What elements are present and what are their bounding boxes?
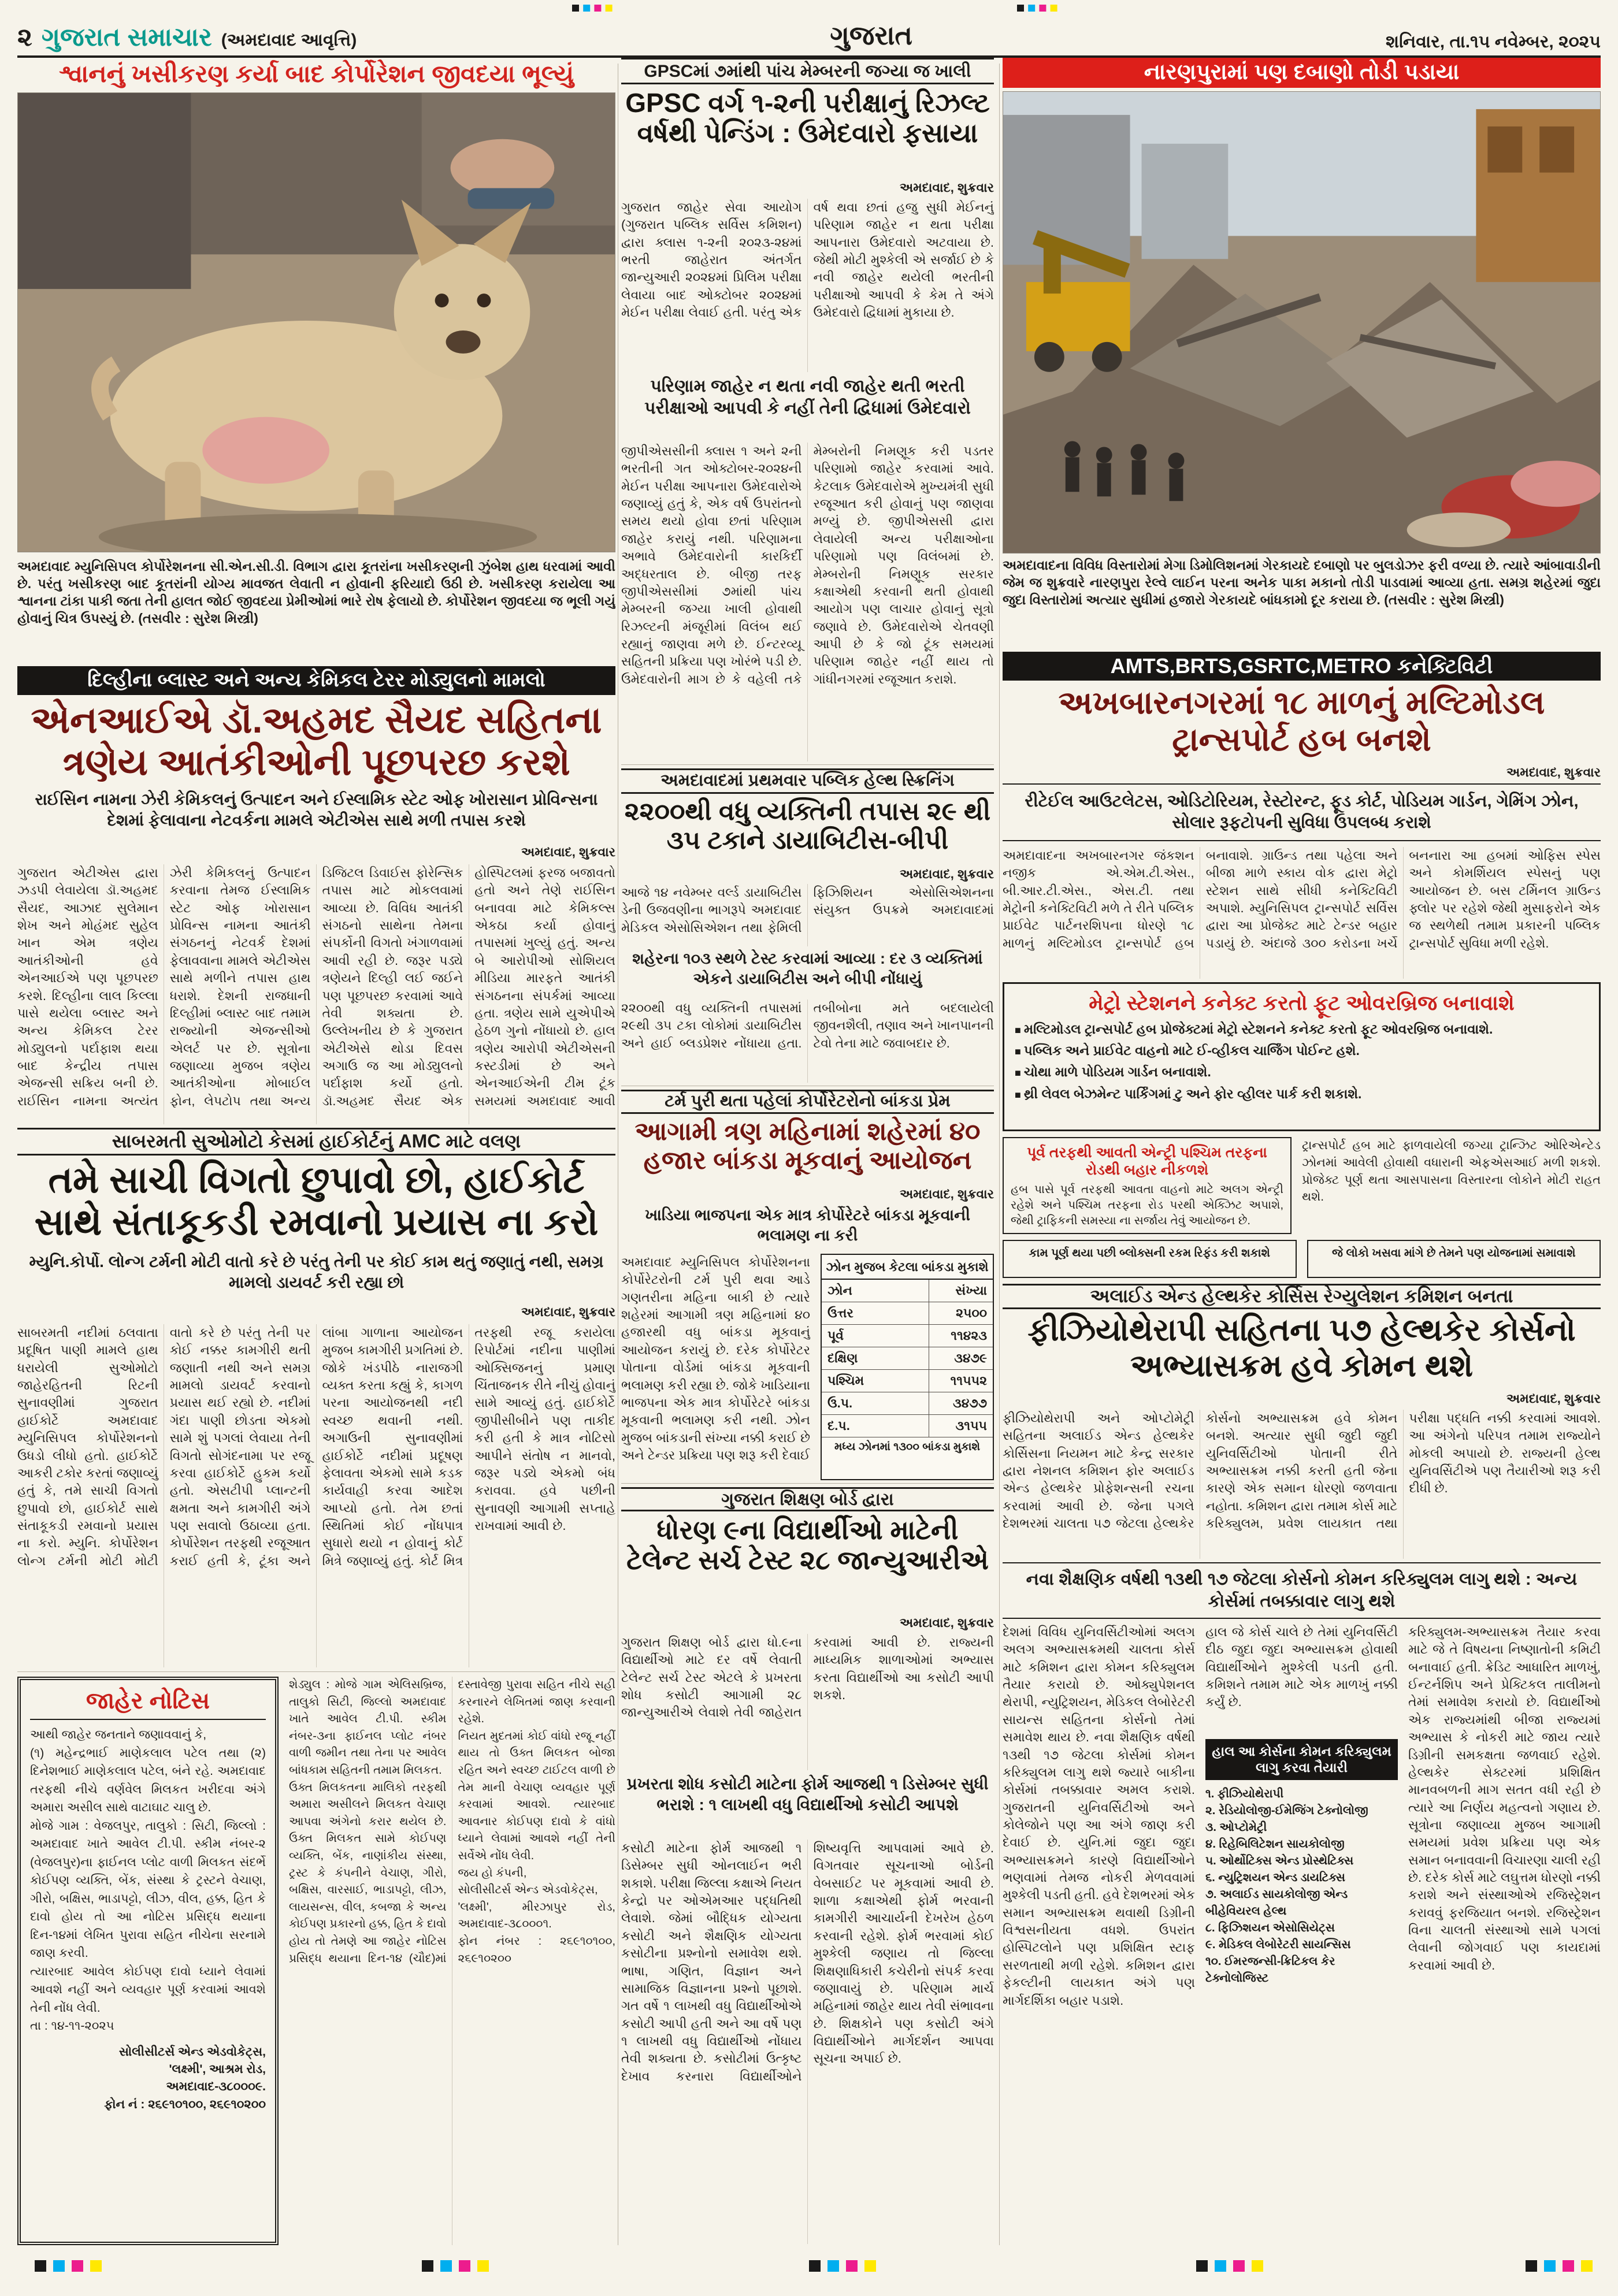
hc-dateline: અમદાવાદ, શુક્રવાર — [521, 1305, 615, 1319]
edu-body-1: ગુજરાત શિક્ષણ બોર્ડ દ્વારા ધો.૯ના વિદ્યાર્થીઓ માટે દર વર્ષે લેવાતી ટેલેન્ટ સર્ચ ટેસ્ટ એટલે કે પ્રખરતા શોધ કસોટી આગામી ૨૮ જાન્યુઆરીએ લેવાશે તેવી જાહેરાત કરવામાં આવી છે. રાજ્યની માધ્યમિક શાળાઓમાં અભ્યાસ કરતા વિદ્યાર્થીઓ આ કસોટી આપી શકશે. — [621, 1635, 994, 1720]
hub-body: અમદાવાદના અખબારનગર જંકશન નજીક એ.એમ.ટી.એસ., બી.આર.ટી.એસ., એસ.ટી. તથા મેટ્રોની કનેક્ટિવિટી મળે તે રીતે પબ્લિક પ્રાઈવેટ પાર્ટનરશિપના ધોરણે ૧૮ માળનું મલ્ટિમોડલ ટ્રાન્સપોર્ટ હબ બનાવાશે. ગ્રાઉન્ડ તથા પહેલા અને બીજા માળે સ્કાય વોક દ્વારા મેટ્રો સ્ટેશન સાથે સીધી કનેક્ટિવિટી અપાશે. મ્યુનિસિપલ ટ્રાન્સપોર્ટ સર્વિસ દ્વારા આ પ્રોજેક્ટ માટે ટેન્ડર બહાર પડાયું છે. અંદાજે ૩૦૦ કરોડના ખર્ચે બનનારા આ હબમાં ઓફિસ સ્પેસ અને કોમર્શિયલ સ્પેસનું પણ આયોજન છે. બસ ટર્મિનલ ગ્રાઉન્ડ ફ્લોર પર રહેશે જેથી મુસાફરોને એક જ સ્થળેથી તમામ પ્રકારની પબ્લિક ટ્રાન્સપોર્ટ સુવિધા મળી રહેશે. — [1003, 848, 1601, 950]
course-item: ૧. ફીઝિયોથેરાપી — [1205, 1788, 1284, 1801]
health-headline: ૨૨૦૦થી વધુ વ્યક્તિની તપાસ ૨૯ થી ૩૫ ટકાને ડાયાબિટીસ-બીપી — [624, 797, 991, 855]
registration-marks — [1017, 5, 1057, 12]
nia-headline: એનઆઈએ ડૉ.અહમદ સૈયદ સહિતના ત્રણેય આતંકીઓની પૂછપરછ કરશે — [31, 699, 602, 783]
notice-body: આથી જાહેર જનતાને જણાવવાનું કે, (૧) મહેન્દ્રભાઈ માણેકલાલ પટેલ તથા (૨) દિનેશભાઈ માણેકલાલ પટેલ, બંને રહે. અમદાવાદ તરફથી નીચે વર્ણવેલ મિલકત ખરીદવા અંગે અમારા અસીલ સાથે વાટાઘાટ ચાલુ છે. મોજે ગામ : વેજલપુર, તાલુકો : સિટી, જિલ્લો : અમદાવાદ ખાતે આવેલ ટી.પી. સ્કીમ નંબર-૨ (વેજલપુર)ના ફાઈનલ પ્લોટ વાળી મિલકત સંદર્ભે કોઈપણ વ્યક્તિ, બેંક, સંસ્થા કે ટ્રસ્ટને વેચાણ, ગીરો, બક્ષિસ, ભાડાપટ્ટો, લીઝ, વીલ, હક્ક, હિત કે દાવો હોય તો આ નોટિસ પ્રસિદ્ધ થયાના દિન-૧૪માં લેખિત પુરાવા સહિત નીચેના સરનામે જાણ કરવી. ત્યારબાદ આવેલ કોઈપણ દાવો ધ્યાને લેવામાં આવશે નહીં અને વ્યવહાર પૂર્ણ કરવામાં આવશે તેની નોંધ લેવી. તા : ૧૪-૧૧-૨૦૨૫ — [30, 1728, 266, 2033]
demolition-photo — [1003, 91, 1601, 553]
dog-headline: શ્વાનનું ખસીકરણ કર્યા બાદ કોર્પોરેશન જીવદયા ભૂલ્યું — [58, 60, 574, 87]
course-item: ૧૦. ઈમરજન્સી-ક્રિટિકલ કેર ટેક્નોલોજિસ્ટ — [1205, 1955, 1335, 1985]
demolition-photo-art — [1003, 92, 1600, 553]
courses-right-body: કરિક્યુલમ-અભ્યાસક્રમ તૈયાર કરવા માટે જે તે વિષયના નિષ્ણાતોની કમિટી બનાવાઈ હતી. ક્રેડિટ આધારિત માળખું, ઈન્ટર્નશિપ અને પ્રેક્ટિકલ તાલીમનો તેમાં સમાવેશ કરાયો છે. વિદ્યાર્થીઓ એક રાજ્યમાંથી બીજા રાજ્યમાં અભ્યાસ કે નોકરી માટે જાય ત્યારે ડિગ્રીની સમકક્ષતા જળવાઈ રહેશે. હેલ્થકેર સેક્ટરમાં પ્રશિક્ષિત માનવબળની માગ સતત વધી રહી છે ત્યારે આ નિર્ણય મહત્વનો ગણાય છે. સૂત્રોના જણાવ્યા મુજબ આગામી સમયમાં પ્રવેશ પ્રક્રિયા પણ એક સમાન બનાવવાની વિચારણા ચાલી રહી છે. દરેક કોર્સ માટે લઘુત્તમ ધોરણો નક્કી કરાશે અને સંસ્થાઓએ રજિસ્ટ્રેશન કરાવવું ફરજિયાત બનશે. રજિસ્ટ્રેશન વિના ચાલતી સંસ્થાઓ સામે પગલાં લેવાની જોગવાઈ પણ કાયદામાં કરવામાં આવી છે. — [1408, 1625, 1601, 1972]
registration-marks — [1526, 2260, 1593, 2272]
health-dateline: અમદાવાદ, શુક્રવાર — [899, 867, 994, 881]
dog-photo-art — [18, 93, 615, 552]
hc-body: સાબરમતી નદીમાં ઠલવાતા પ્રદૂષિત પાણી મામલે હાથ ધરાયેલી સુઓમોટો જાહેરહિતની રિટની સુનાવણીમાં ગુજરાત હાઈકોર્ટે અમદાવાદ મ્યુનિસિપલ કોર્પોરેશનનો ઉધડો લીધો હતો. હાઈકોર્ટે આકરી ટકોર કરતાં જણાવ્યું હતું કે, તમે સાચી વિગતો છુપાવો છો, હાઈકોર્ટ સાથે સંતાકૂકડી રમવાનો પ્રયાસ ના કરો. મ્યુનિ. કોર્પોરેશન લોન્ગ ટર્મની મોટી મોટી વાતો કરે છે પરંતુ તેની પર કોઈ નક્કર કામગીરી થતી જણાતી નથી અને સમગ્ર મામલો ડાયવર્ટ કરવાનો પ્રયાસ થઈ રહ્યો છે. નદીમાં ગંદા પાણી છોડતા એકમો સામે શું પગલાં લેવાયા તેની વિગતો સોગંદનામા પર રજૂ કરવા હાઈકોર્ટે હુકમ કર્યો હતો. એસટીપી પ્લાન્ટની ક્ષમતા અને કામગીરી અંગે પણ સવાલો ઉઠાવ્યા હતા. કોર્પોરેશન તરફથી રજૂઆત કરાઈ હતી કે, ટૂંકા અને લાંબા ગાળાના આયોજન મુજબ કામગીરી પ્રગતિમાં છે. જોકે ખંડપીઠે નારાજગી વ્યક્ત કરતા કહ્યું કે, કાગળ પરના આયોજનથી નદી સ્વચ્છ થવાની નથી. અગાઉની સુનાવણીમાં હાઈકોર્ટે નદીમાં પ્રદૂષણ ફેલાવતા એકમો સામે કડક કાર્યવાહી કરવા આદેશ આપ્યો હતો. તેમ છતાં સ્થિતિમાં કોઈ નોંધપાત્ર સુધારો થયો ન હોવાનું કોર્ટ મિત્રે જણાવ્યું હતું. કોર્ટ મિત્ર તરફથી રજૂ કરાયેલા રિપોર્ટમાં નદીના પાણીમાં ઓક્સિજનનું પ્રમાણ ચિંતાજનક રીતે નીચું હોવાનું સામે આવ્યું હતું. હાઈકોર્ટે જીપીસીબીને પણ તાકીદ કરી હતી કે માત્ર નોટિસો આપીને સંતોષ ન માનવો, જરૂર પડ્યે એકમો બંધ કરાવવા. હવે પછીની સુનાવણી આગામી સપ્તાહે રાખવામાં આવી છે. — [17, 1325, 615, 1568]
registration-marks — [1196, 2260, 1263, 2272]
bench-body: અમદાવાદ મ્યુનિસિપલ કોર્પોરેશનના કોર્પોરેટરોની ટર્મ પુરી થવા આડે ગણતરીના મહિના બાકી છે ત્યારે શહેરમાં આગામી ત્રણ મહિનામાં ૪૦ હજારથી વધુ બાંકડા મૂકવાનું આયોજન કરાયું છે. દરેક કોર્પોરેટર પોતાના વોર્ડમાં બાંકડા મૂકવાની ભલામણ કરી રહ્યા છે. જોકે ખાડિયાના ભાજપના એક માત્ર કોર્પોરેટરે બાંકડા મૂકવાની ભલામણ કરી નથી. ઝોન મુજબ બાંકડાની સંખ્યા નક્કી કરાઈ છે અને ટેન્ડર પ્રક્રિયા પણ શરૂ કરી દેવાઈ — [621, 1255, 810, 1462]
gpsc-body-1: ગુજરાત જાહેર સેવા આયોગ (ગુજરાત પબ્લિક સર્વિસ કમિશન) દ્વારા ક્લાસ ૧-૨ની ૨૦૨૩-૨૪માં ભરતી જાહેરાત અંતર્ગત જાન્યુઆરી ૨૦૨૪માં પ્રિલિમ પરીક્ષા લેવાયા બાદ ઓક્ટોબર ૨૦૨૪માં મેઈન પરીક્ષા લેવાઈ હતી. પરંતુ એક વર્ષ થવા છતાં હજુ સુધી મેઈનનું પરિણામ જાહેર ન થતા પરીક્ષા આપનારા ઉમેદવારો અટવાયા છે. જેથી મોટી મુશ્કેલી એ સર્જાઈ છે કે નવી જાહેર થયેલી ભરતીની પરીક્ષાઓ આપવી કે કેમ તે અંગે ઉમેદવારો દ્વિધામાં મુકાયા છે. — [621, 200, 994, 320]
table-row: ઉત્તર ૨૫૦૦ — [822, 1302, 993, 1325]
table-footnote: મધ્ય ઝોનમાં ૧૩૦૦ બાંકડા મુકાશે — [834, 1441, 981, 1454]
table-row: પૂર્વ ૧૧૪૨૩ — [822, 1325, 993, 1347]
divider — [621, 764, 994, 765]
course-item: ૬. ન્યુટ્રિશયન એન્ડ ડાયટિક્સ — [1205, 1871, 1346, 1885]
notice-continuation: શેડ્યુલ : મોજે ગામ એલિસબ્રિજ, તાલુકો સિટી, જિલ્લો અમદાવાદ ખાતે આવેલ ટી.પી. સ્કીમ નંબર-૩ના ફાઈનલ પ્લોટ નંબર વાળી જમીન તથા તેના પર આવેલ બાંધકામ સહિતની તમામ મિલકત. ઉક્ત મિલકતના માલિકો તરફથી અમારા અસીલને મિલકત વેચાણ આપવા અંગેનો કરાર થયેલ છે. ઉક્ત મિલકત સામે કોઈપણ વ્યક્તિ, બેંક, નાણાંકીય સંસ્થા, ટ્રસ્ટ કે કંપનીને વેચાણ, ગીરો, બક્ષિસ, વારસાઈ, ભાડાપટ્ટો, લીઝ, લાયસન્સ, વીલ, કબજા કે અન્ય કોઈપણ પ્રકારનો હક્ક, હિત કે દાવો હોય તો તેમણે આ જાહેર નોટિસ પ્રસિદ્ધ થયાના દિન-૧૪ (ચૌદ)માં દસ્તાવેજી પુરાવા સહિત નીચે સહી કરનારને લેખિતમાં જાણ કરવાની રહેશે. નિયત મુદતમાં કોઈ વાંધો રજૂ નહીં થાય તો ઉક્ત મિલકત બોજા રહિત અને સ્વચ્છ ટાઈટલ વાળી છે તેમ માની વેચાણ વ્યવહાર પૂર્ણ કરવામાં આવશે. ત્યારબાદ આવનાર કોઈપણ દાવો કે વાંધો ધ્યાને લેવામાં આવશે નહીં તેની સર્વેએ નોંધ લેવી. જય હો કંપની, સોલીસીટર્સ એન્ડ એડવોકેટ્સ, 'લક્ષ્મી', મીરઝાપુર રોડ, અમદાવાદ-૩૮૦૦૦૧. ફોન નંબર : ૨૬૯૧૦૧૦૦, ૨૬૯૧૦૨૦૦ — [289, 1678, 615, 1965]
col-count: સંખ્યા — [955, 1283, 987, 1298]
notice-title: જાહેર નોટિસ — [30, 1688, 266, 1720]
fob-bullet: ■ પબ્લિક અને પ્રાઈવેટ વાહનો માટે ઈ-વ્હીકલ ચાર્જિંગ પોઈન્ટ હશે. — [1015, 1042, 1589, 1060]
course-item: ૮. ફિઝિશયન એસોસિયેટ્સ — [1205, 1922, 1335, 1935]
bench-body-row — [621, 1254, 994, 1480]
nia-banner: દિલ્હીના બ્લાસ્ટ અને અન્ય કેમિકલ ટેરર મોડ્યુલનો મામલો — [17, 666, 615, 695]
hub-banner: AMTS,BRTS,GSRTC,METRO કનેક્ટિવિટી — [1003, 652, 1601, 681]
table-title: ઝોન મુજબ કેટલા બાંકડા મુકાશે — [822, 1255, 993, 1280]
hc-subhead: મ્યુનિ.કોર્પો. લોન્ગ ટર્મની મોટી વાતો કરે છે પરંતુ તેની પર કોઈ કામ થતું જણાતું નથી, સમગ્ર મામલો ડાયવર્ટ કરી રહ્યા છો — [29, 1253, 604, 1291]
health-kicker: અમદાવાદમાં પ્રથમવાર પબ્લિક હેલ્થ સ્ક્રિનિંગ — [621, 768, 994, 794]
fob-bullet: ■ થ્રી લેવલ બેઝમેન્ટ પાર્કિંગમાં ટુ અને ફોર વ્હીલર પાર્ક કરી શકાશે. — [1015, 1085, 1589, 1103]
dog-photo — [17, 92, 615, 552]
courses-crosshead: નવા શૈક્ષણિક વર્ષથી ૧૩થી ૧૭ જેટલા કોર્સનો કોમન કરિક્યુલમ લાગુ થશે : અન્ય કોર્સમાં તબક્કાવાર લાગુ થશે — [1003, 1562, 1601, 1619]
table-row: દ.પ. ૩૧૫૫ — [822, 1415, 993, 1437]
column-divider — [999, 64, 1000, 2245]
courses-list — [1205, 1786, 1398, 1987]
registration-marks — [35, 2260, 102, 2272]
course-item: ૨. રેડિયોલોજી-ઈમેજિંગ ટેક્નોલોજી — [1205, 1804, 1368, 1818]
edu-kicker: ગુજરાત શિક્ષણ બોર્ડ દ્વારા — [621, 1487, 994, 1511]
courses-bottom-row — [1003, 1623, 1601, 2244]
page-date: શનિવાર, તા.૧૫ નવેમ્બર, ૨૦૨૫ — [1385, 32, 1601, 51]
hub-crosshead: રીટેઈલ આઉટલેટસ, ઓડિટોરિયમ, રેસ્ટોરન્ટ, ફૂડ કોર્ટ, પોડિયમ ગાર્ડન, ગેમિંગ ઝોન, સોલાર રૂફટોપની સુવિધા ઉપલબ્ધ કરાશે — [1003, 783, 1601, 841]
edition-label: (અમદાવાદ આવૃત્તિ) — [221, 31, 357, 50]
fob-bullet: ■ મલ્ટિમોડલ ટ્રાન્સપોર્ટ હબ પ્રોજેક્ટમાં મેટ્રો સ્ટેશનને કનેક્ટ કરતો ફૂટ ઓવરબ્રિજ બનાવાશે. — [1015, 1020, 1589, 1038]
nia-dateline: અમદાવાદ, શુક્રવાર — [521, 845, 615, 859]
hub-dateline: અમદાવાદ, શુક્રવાર — [1506, 765, 1601, 779]
table-row: ઉ.પ. ૩૪૭૭ — [822, 1392, 993, 1415]
gpsc-headline: GPSC વર્ગ ૧-૨ની પરીક્ષાનું રિઝલ્ટ વર્ષથી પેન્ડિંગ : ઉમેદવારો ફસાયા — [625, 88, 990, 148]
health-body-2: ૨૨૦૦થી વધુ વ્યક્તિની તપાસમાં ૨૯થી ૩૫ ટકા લોકોમાં ડાયાબિટીસ અને હાઈ બ્લડપ્રેશર નોંધાયા હતા. તબીબોના મતે બદલાયેલી જીવનશૈલી, તણાવ અને ખાનપાનની ટેવો તેના માટે જવાબદાર છે. — [621, 1001, 994, 1050]
page-header — [17, 16, 1601, 52]
divider — [17, 1671, 615, 1672]
bench-subhead: ખાડિયા ભાજપના એક માત્ર કોર્પોરેટરે બાંકડા મૂકવાની ભલામણ ના કરી — [645, 1206, 970, 1244]
gpsc-body-2: જીપીએસસીની ક્લાસ ૧ અને ૨ની ભરતીની ગત ઓક્ટોબર-૨૦૨૪ની મેઈન પરીક્ષા આપનારા ઉમેદવારોએ જણાવ્યું હતું કે, એક વર્ષ ઉપરાંતનો સમય થયો હોવા છતાં પરિણામ જાહેર કરાયું નથી. પરિણામના અભાવે ઉમેદવારોની કારકિર્દી અદ્ધરતાલ છે. બીજી તરફ જીપીએસસીમાં ૭માંથી પાંચ મેમ્બરની જગ્યા ખાલી હોવાથી રિઝલ્ટની મંજૂરીમાં વિલંબ થઈ રહ્યાનું જાણવા મળે છે. ઈન્ટરવ્યૂ સહિતની પ્રક્રિયા પણ ખોરંભે પડી છે. ઉમેદવારોની માગ છે કે વહેલી તકે મેમ્બરોની નિમણૂક કરી પડતર પરિણામો જાહેર કરવામાં આવે. કેટલાક ઉમેદવારોએ મુખ્યમંત્રી સુધી રજૂઆત કરી હોવાનું પણ જાણવા મળ્યું છે. જીપીએસસી દ્વારા લેવાયેલી અન્ય પરીક્ષાઓના પરિણામો પણ વિલંબમાં છે. મેમ્બરોની નિમણૂક સરકાર કક્ષાએથી કરવાની થતી હોવાથી આયોગ પણ લાચાર હોવાનું સૂત્રો જણાવે છે. ઉમેદવારોએ ચેતવણી આપી છે કે જો ટૂંક સમયમાં પરિણામ જાહેર નહીં થાય તો ગાંધીનગરમાં રજૂઆત કરાશે. — [621, 444, 994, 686]
entry-side-text: ટ્રાન્સપોર્ટ હબ માટે ફાળવાયેલી જગ્યા ટ્રાન્ઝિટ ઓરિએન્ટેડ ઝોનમાં આવેલી હોવાથી વધારાની એફએસઆઈ મળી શકશે. પ્રોજેક્ટ પૂર્ણ થતા આસપાસના વિસ્તારના લોકોને મોટી રાહત થશે. — [1302, 1139, 1601, 1204]
courses-mid-intro: હાલ જે કોર્સ ચાલે છે તેમાં યુનિવર્સિટી દીઠ જુદા જુદા અભ્યાસક્રમ હોવાથી વિદ્યાર્થીઓને મુશ્કેલી પડતી હતી. કમિશને તમામ માટે એક માળખું નક્કી કર્યું છે. — [1205, 1625, 1398, 1710]
health-crosshead: શહેરના ૧૦૩ સ્થળે ટેસ્ટ કરવામાં આવ્યા : દર ૩ વ્યક્તિમાં એકને ડાયાબિટીસ અને બીપી નોંધાયું — [632, 950, 983, 987]
table-header-row — [822, 1280, 993, 1302]
page-number: ૨ — [17, 23, 32, 51]
nia-subhead: રાઈસિન નામના ઝેરી કેમિકલનું ઉત્પાદન અને ઈસ્લામિક સ્ટેટ ઓફ ખોરાસાન પ્રોવિન્સના દેશમાં ફેલાવાના નેટવર્કના મામલે એટીએસ સાથે મળી તપાસ કરશે — [35, 790, 598, 829]
gpsc-kicker: GPSCમાં ૭માંથી પાંચ મેમ્બરની જગ્યા જ ખાલી — [621, 58, 994, 84]
notice-signature: સોલીસીટર્સ એન્ડ એડવોકેટ્સ, 'લક્ષ્મી', આશ્રમ રોડ, અમદાવાદ-૩૮૦૦૦૯. ફોન નં : ૨૬૯૧૦૧૦૦, ૨૬૯૧૦૨૦૦ — [104, 2045, 266, 2111]
entry-row — [1003, 1137, 1601, 1234]
dog-caption: અમદાવાદ મ્યુનિસિપલ કોર્પોરેશનના સી.એન.સી.ડી. વિભાગ દ્વારા કૂતરાંના ખસીકરણની ઝુંબેશ હાથ ધરવામાં આવી છે. પરંતુ ખસીકરણ બાદ કૂતરાંની યોગ્ય માવજત લેવાતી ન હોવાની ફરિયાદો ઉઠી છે. ખસીકરણ કરાયેલા આ શ્વાનના ટાંકા પાકી જતા તેની હાલત જોઈ જીવદયા પ્રેમીઓમાં ભારે રોષ ફેલાયો છે. કોર્પોરેશન જીવદયા જ ભૂલી ગયું હોવાનું ચિત્ર ઉપસ્યું છે. (તસવીર : સુરેશ મિસ્ત્રી) — [17, 559, 615, 626]
registration-marks — [422, 2260, 489, 2272]
fob-bullet: ■ ચોથા માળે પોડિયમ ગાર્ડન બનાવાશે. — [1015, 1063, 1589, 1081]
fob-box — [1003, 982, 1601, 1131]
fob-bullet-list — [1015, 1020, 1589, 1102]
demolition-caption: અમદાવાદના વિવિધ વિસ્તારોમાં મેગા ડિમોલિશનમાં ગેરકાયદે દબાણો પર બુલડોઝર ફરી વળ્યા છે. ત્યારે આંબાવાડીની જેમ જ શુક્રવારે નારણપુરા રેલ્વે લાઈન પરના અનેક પાકા મકાનો તોડી પાડવામાં આવ્યા હતા. સમગ્ર શહેરમાં જુદા જુદા વિસ્તારોમાં અત્યાર સુધીમાં હજારો ગેરકાયદે બાંધકામો દૂર કરાયા છે. (તસવીર : સુરેશ મિસ્ત્રી) — [1003, 558, 1601, 607]
bench-dateline: અમદાવાદ, શુક્રવાર — [899, 1187, 994, 1201]
masthead-group — [17, 23, 357, 52]
courses-headline: ફીઝિયોથેરાપી સહિતના ૫૭ હેલ્થકેર કોર્સનો અભ્યાસક્રમ હવે કોમન થશે — [1027, 1313, 1576, 1383]
gpsc-crosshead: પરિણામ જાહેર ન થતા નવી જાહેર થતી ભરતી પરીક્ષાઓ આપવી કે નહીં તેની દ્વિધામાં ઉમેદવારો — [644, 377, 971, 418]
entry-box — [1003, 1137, 1292, 1234]
courses-left-body: દેશમાં વિવિધ યુનિવર્સિટીઓમાં અલગ અલગ અભ્યાસક્રમથી ચાલતા કોર્સ માટે કમિશન દ્વારા કોમન કરિક્યુલમ તૈયાર કરાયો છે. ઓક્યુપેશનલ થેરાપી, ન્યુટ્રિશયન, મેડિકલ લેબોરેટરી સાયન્સ સહિતના કોર્સનો તેમાં સમાવેશ થાય છે. નવા શૈક્ષણિક વર્ષથી ૧૩થી ૧૭ જેટલા કોર્સમાં કોમન કરિક્યુલમ લાગુ થશે જ્યારે બાકીના કોર્સમાં તબક્કાવાર અમલ કરાશે. ગુજરાતની યુનિવર્સિટીઓ અને કોલેજોને પણ આ અંગે જાણ કરી દેવાઈ છે. યુનિ.માં જુદા જુદા અભ્યાસક્રમને કારણે વિદ્યાર્થીઓને ભણવામાં તેમજ નોકરી મેળવવામાં મુશ્કેલી પડતી હતી. હવે દેશભરમાં એક સમાન અભ્યાસક્રમ થ‌વાથી ડિગ્રીની વિશ્વસનીયતા વધશે. ઉપરાંત હોસ્પિટલોને પણ પ્રશિક્ષિત સ્ટાફ સરળતાથી મળી રહેશે. કમિશન દ્વારા ફેકલ્ટીની લાયકાત અંગે પણ માર્ગદર્શિકા બહાર પડાશે. — [1003, 1625, 1195, 2008]
nia-body: ગુજરાત એટીએસ દ્વારા ઝડપી લેવાયેલા ડૉ.અહમદ સૈયદ, આઝાદ સુલેમાન શેખ અને મોહંમદ સુહેલ ખાન એમ ત્રણેય આતંકીઓની હવે એનઆઈએ પણ પૂછપરછ કરશે. દિલ્હીના લાલ કિલ્લા પાસે થયેલા બ્લાસ્ટ અને અન્ય કેમિકલ ટેરર મોડ્યુલનો પર્દાફાશ થયા બાદ કેન્દ્રીય તપાસ એજન્સી સક્રિય બની છે. રાઈસિન નામના અત્યંત ઝેરી કેમિકલનું ઉત્પાદન કરવાના તેમજ ઈસ્લામિક સ્ટેટ ઓફ ખોરાસાન પ્રોવિન્સ નામના આતંકી સંગઠનનું નેટવર્ક દેશમાં ફેલાવવાના મામલે એટીએસ સાથે મળીને તપાસ હાથ ધરાશે. દેશની રાજધાની દિલ્હીમાં બ્લાસ્ટ બાદ તમામ રાજ્યોની એજન્સીઓ એલર્ટ પર છે. સૂત્રોના જણાવ્યા મુજબ ત્રણેય આતંકીઓના મોબાઈલ ફોન, લેપટોપ તથા અન્ય ડિજિટલ ડિવાઈસ ફોરેન્સિક તપાસ માટે મોકલવામાં આવ્યા છે. વિવિધ આતંકી સંગઠનો સાથેના તેમના સંપર્કોની વિગતો ખંગાળવામાં આવી રહી છે. જરૂર પડ્યે ત્રણેયને દિલ્હી લઈ જઈને પણ પૂછપરછ કરવામાં આવે તેવી શક્યતા છે. ઉલ્લેખનીય છે કે ગુજરાત એટીએસે થોડા દિવસ અગાઉ જ આ મોડ્યુલનો પર્દાફાશ કર્યો હતો. ડૉ.અહમદ સૈયદ એક હોસ્પિટલમાં ફરજ બજાવતો હતો અને તેણે રાઈસિન બનાવવા માટે કેમિકલ્સ એકઠા કર્યા હોવાનું તપાસમાં ખુલ્યું હતું. અન્ય બે આરોપીઓ સોશિયલ મીડિયા મારફતે આતંકી સંગઠનના સંપર્કમાં આવ્યા હતા. ત્રણેય સામે યુએપીએ હેઠળ ગુનો નોંધાયો છે. હાલ ત્રણેય આરોપી એટીએસની કસ્ટડીમાં છે અને એનઆઈએની ટીમ ટૂંક સમયમાં અમદાવાદ આવી — [17, 865, 615, 1108]
note-row — [1003, 1240, 1601, 1278]
courses-dateline: અમદાવાદ, શુક્રવાર — [1506, 1391, 1601, 1406]
note-box: કામ પૂર્ણ થયા પછી બ્લોક્સની રકમ રિફંડ કરી શકાશે — [1003, 1240, 1297, 1278]
divider — [621, 1483, 994, 1484]
table-row: પશ્ચિમ ૧૧૫૫૨ — [822, 1370, 993, 1392]
masthead: ગુજરાત સમાચાર — [41, 23, 212, 51]
course-item: ૪. રિહેબિલિટેશન સાયકોલોજી — [1205, 1838, 1345, 1851]
entry-box-heading: પૂર્વ તરફથી આવતી એન્ટ્રી પશ્ચિમ તરફના રોડથી બહાર નીકળશે — [1027, 1145, 1267, 1178]
gpsc-dateline: અમદાવાદ, શુક્રવાર — [899, 180, 994, 195]
col-zone: ઝોન — [822, 1280, 929, 1302]
bench-headline: આગામી ત્રણ મહિનામાં શહેરમાં ૪૦ હજાર બાંકડા મૂકવાનું આયોજન — [634, 1117, 981, 1175]
fob-heading: મેટ્રો સ્ટેશનને કનેક્ટ કરતો ફૂટ ઓવરબ્રિજ બનાવાશે — [1089, 991, 1515, 1015]
edu-dateline: અમદાવાદ, શુક્રવાર — [899, 1615, 994, 1630]
hc-kicker: સાબરમતી સુઓમોટો કેસમાં હાઈકોર્ટનું AMC માટે વલણ — [17, 1128, 615, 1156]
course-item: ૩. ઓપ્ટોમેટ્રી — [1205, 1821, 1267, 1834]
section-title: ગુજરાત — [830, 20, 912, 50]
edu-headline: ધોરણ ૯ના વિદ્યાર્થીઓ માટેની ટેલેન્ટ સર્ચ ટેસ્ટ ૨૮ જાન્યુઆરીએ — [626, 1515, 989, 1576]
course-item: ૯. મેડિકલ લેબોરેટરી સાયન્સિસ — [1205, 1938, 1351, 1952]
edu-body-2: કસોટી માટેના ફોર્મ આજથી ૧ ડિસેમ્બર સુધી ઓનલાઈન ભરી શકાશે. પરીક્ષા જિલ્લા કક્ષાએ નિયત કેન્દ્રો પર ઓએમઆર પદ્ધતિથી લેવાશે. જેમાં બૌદ્ધિક યોગ્યતા કસોટી અને શૈક્ષણિક યોગ્યતા કસોટીના પ્રશ્નોનો સમાવેશ થશે. ભાષા, ગણિત, વિજ્ઞાન અને સામાજિક વિજ્ઞાનના પ્રશ્નો પૂછાશે. ગત વર્ષે ૧ લાખથી વધુ વિદ્યાર્થીઓએ કસોટી આપી હતી અને આ વર્ષે પણ ૧ લાખથી વધુ વિદ્યાર્થીઓ નોંધાય તેવી શક્યતા છે. કસોટીમાં ઉત્કૃષ્ટ દેખાવ કરનારા વિદ્યાર્થીઓને શિષ્યવૃત્તિ આપવામાં આવે છે. વિગતવાર સૂચનાઓ બોર્ડની વેબસાઈટ પર મૂકવામાં આવી છે. શાળા કક્ષાએથી ફોર્મ ભરવાની કામગીરી આચાર્યની દેખરેખ હેઠળ કરવાની રહેશે. ફોર્મ ભરવામાં કોઈ મુશ્કેલી જણાય તો જિલ્લા શિક્ષણાધિકારી કચેરીનો સંપર્ક કરવા જણાવાયું છે. પરિણામ માર્ચ મહિનામાં જાહેર થાય તેવી સંભાવના છે. શિક્ષકોને પણ કસોટી અંગે વિદ્યાર્થીઓને માર્ગદર્શન આપવા સૂચના અપાઈ છે. — [621, 1841, 994, 2083]
courses-body-1: ફીઝિયોથેરાપી અને ઓપ્ટોમેટ્રી સહિતના અલાઈડ એન્ડ હેલ્થકેર કોર્સિસના નિયમન માટે કેન્દ્ર સરકાર દ્વારા નેશનલ કમિશન ફોર અલાઈડ એન્ડ હેલ્થકેર પ્રોફેશન્સની રચના કરવામાં આવી છે. જેના પગલે દેશભરમાં ચાલતા ૫૭ જેટલા હેલ્થકેર કોર્સનો અભ્યાસક્રમ હવે કોમન બનશે. અત્યાર સુધી જુદી જુદી યુનિવર્સિટીઓ પોતાની રીતે અભ્યાસક્રમ નક્કી કરતી હતી જેના કારણે એક સમાન ધોરણો જળવાતા નહોતા. કમિશન દ્વારા તમામ કોર્સ માટે કરિક્યુલમ, પ્રવેશ લાયકાત તથા પરીક્ષા પદ્ધતિ નક્કી કરવામાં આવશે. આ અંગેનો પરિપત્ર તમામ રાજ્યોને મોકલી અપાયો છે. રાજ્યની હેલ્થ યુનિવર્સિટીએ પણ તૈયારીઓ શરૂ કરી દીધી છે. — [1003, 1411, 1601, 1531]
table-row: દક્ષિણ ૩૪૭૯ — [822, 1347, 993, 1370]
health-body-1: આજે ૧૪ નવેમ્બર વર્લ્ડ ડાયાબિટીસ ડેની ઉજવણીના ભાગરૂપે અમદાવાદ મેડિકલ એસોસિએશન તથા ફેમિલી ફિઝિશિયન એસોસિએશનના સંયુક્ત ઉપક્રમે અમદાવાદમાં — [621, 885, 994, 935]
hc-headline: તમે સાચી વિગતો છુપાવો છો, હાઈકોર્ટ સાથે સંતાકૂકડી રમવાનો પ્રયાસ ના કરો — [34, 1159, 599, 1243]
bench-zone-table — [821, 1254, 994, 1480]
course-item: ૭. અલાઈડ સાયકોલોજી એન્ડ બીહેવિયરલ હેલ્થ — [1205, 1888, 1348, 1918]
registration-marks — [572, 5, 613, 12]
bench-kicker: ટર્મ પુરી થતા પહેલાં કોર્પોરેટરોનો બાંકડા પ્રેમ — [621, 1090, 994, 1114]
courses-middle-column — [1205, 1623, 1398, 2244]
hub-headline: અખબારનગરમાં ૧૮ માળનું મલ્ટિમોડલ ટ્રાન્સપોર્ટ હબ બનશે — [1058, 684, 1545, 757]
entry-box-body: હબ પાસે પૂર્વ તરફથી આવતા વાહનો માટે અલગ એન્ટ્રી રહેશે અને પશ્ચિમ તરફના રોડ પરથી એક્ઝિટ અપાશે, જેથી ટ્રાફિકની સમસ્યા ના સર્જાય તેવું આયોજન છે. — [1011, 1183, 1283, 1227]
edu-crosshead: પ્રખરતા શોધ કસોટી માટેના ફોર્મ આજથી ૧ ડિસેમ્બર સુધી ભરાશે : ૧ લાખથી વધુ વિદ્યાર્થીઓ કસોટી આપશે — [626, 1775, 989, 1814]
courses-kicker: અલાઈડ એન્ડ હેલ્થકેર કોર્સિસ રેગ્યુલેશન કમિશન બનતા — [1003, 1284, 1601, 1309]
course-item: ૫. ઓર્થોટિક્સ એન્ડ પ્રોસ્થેટિક્સ — [1205, 1855, 1354, 1868]
naranpura-banner: નારણપુરામાં પણ દબાણો તોડી પડાયા — [1003, 58, 1601, 88]
registration-marks — [809, 2260, 876, 2272]
note-box: જે લોકો ખસવા માંગે છે તેમને પણ યોજનામાં સમાવાશે — [1307, 1240, 1601, 1278]
courses-list-banner: હાલ આ કોર્સના કોમન કરિક્યુલમ લાગુ કરવા તૈયારી — [1205, 1739, 1398, 1780]
notice-box — [17, 1677, 279, 2245]
